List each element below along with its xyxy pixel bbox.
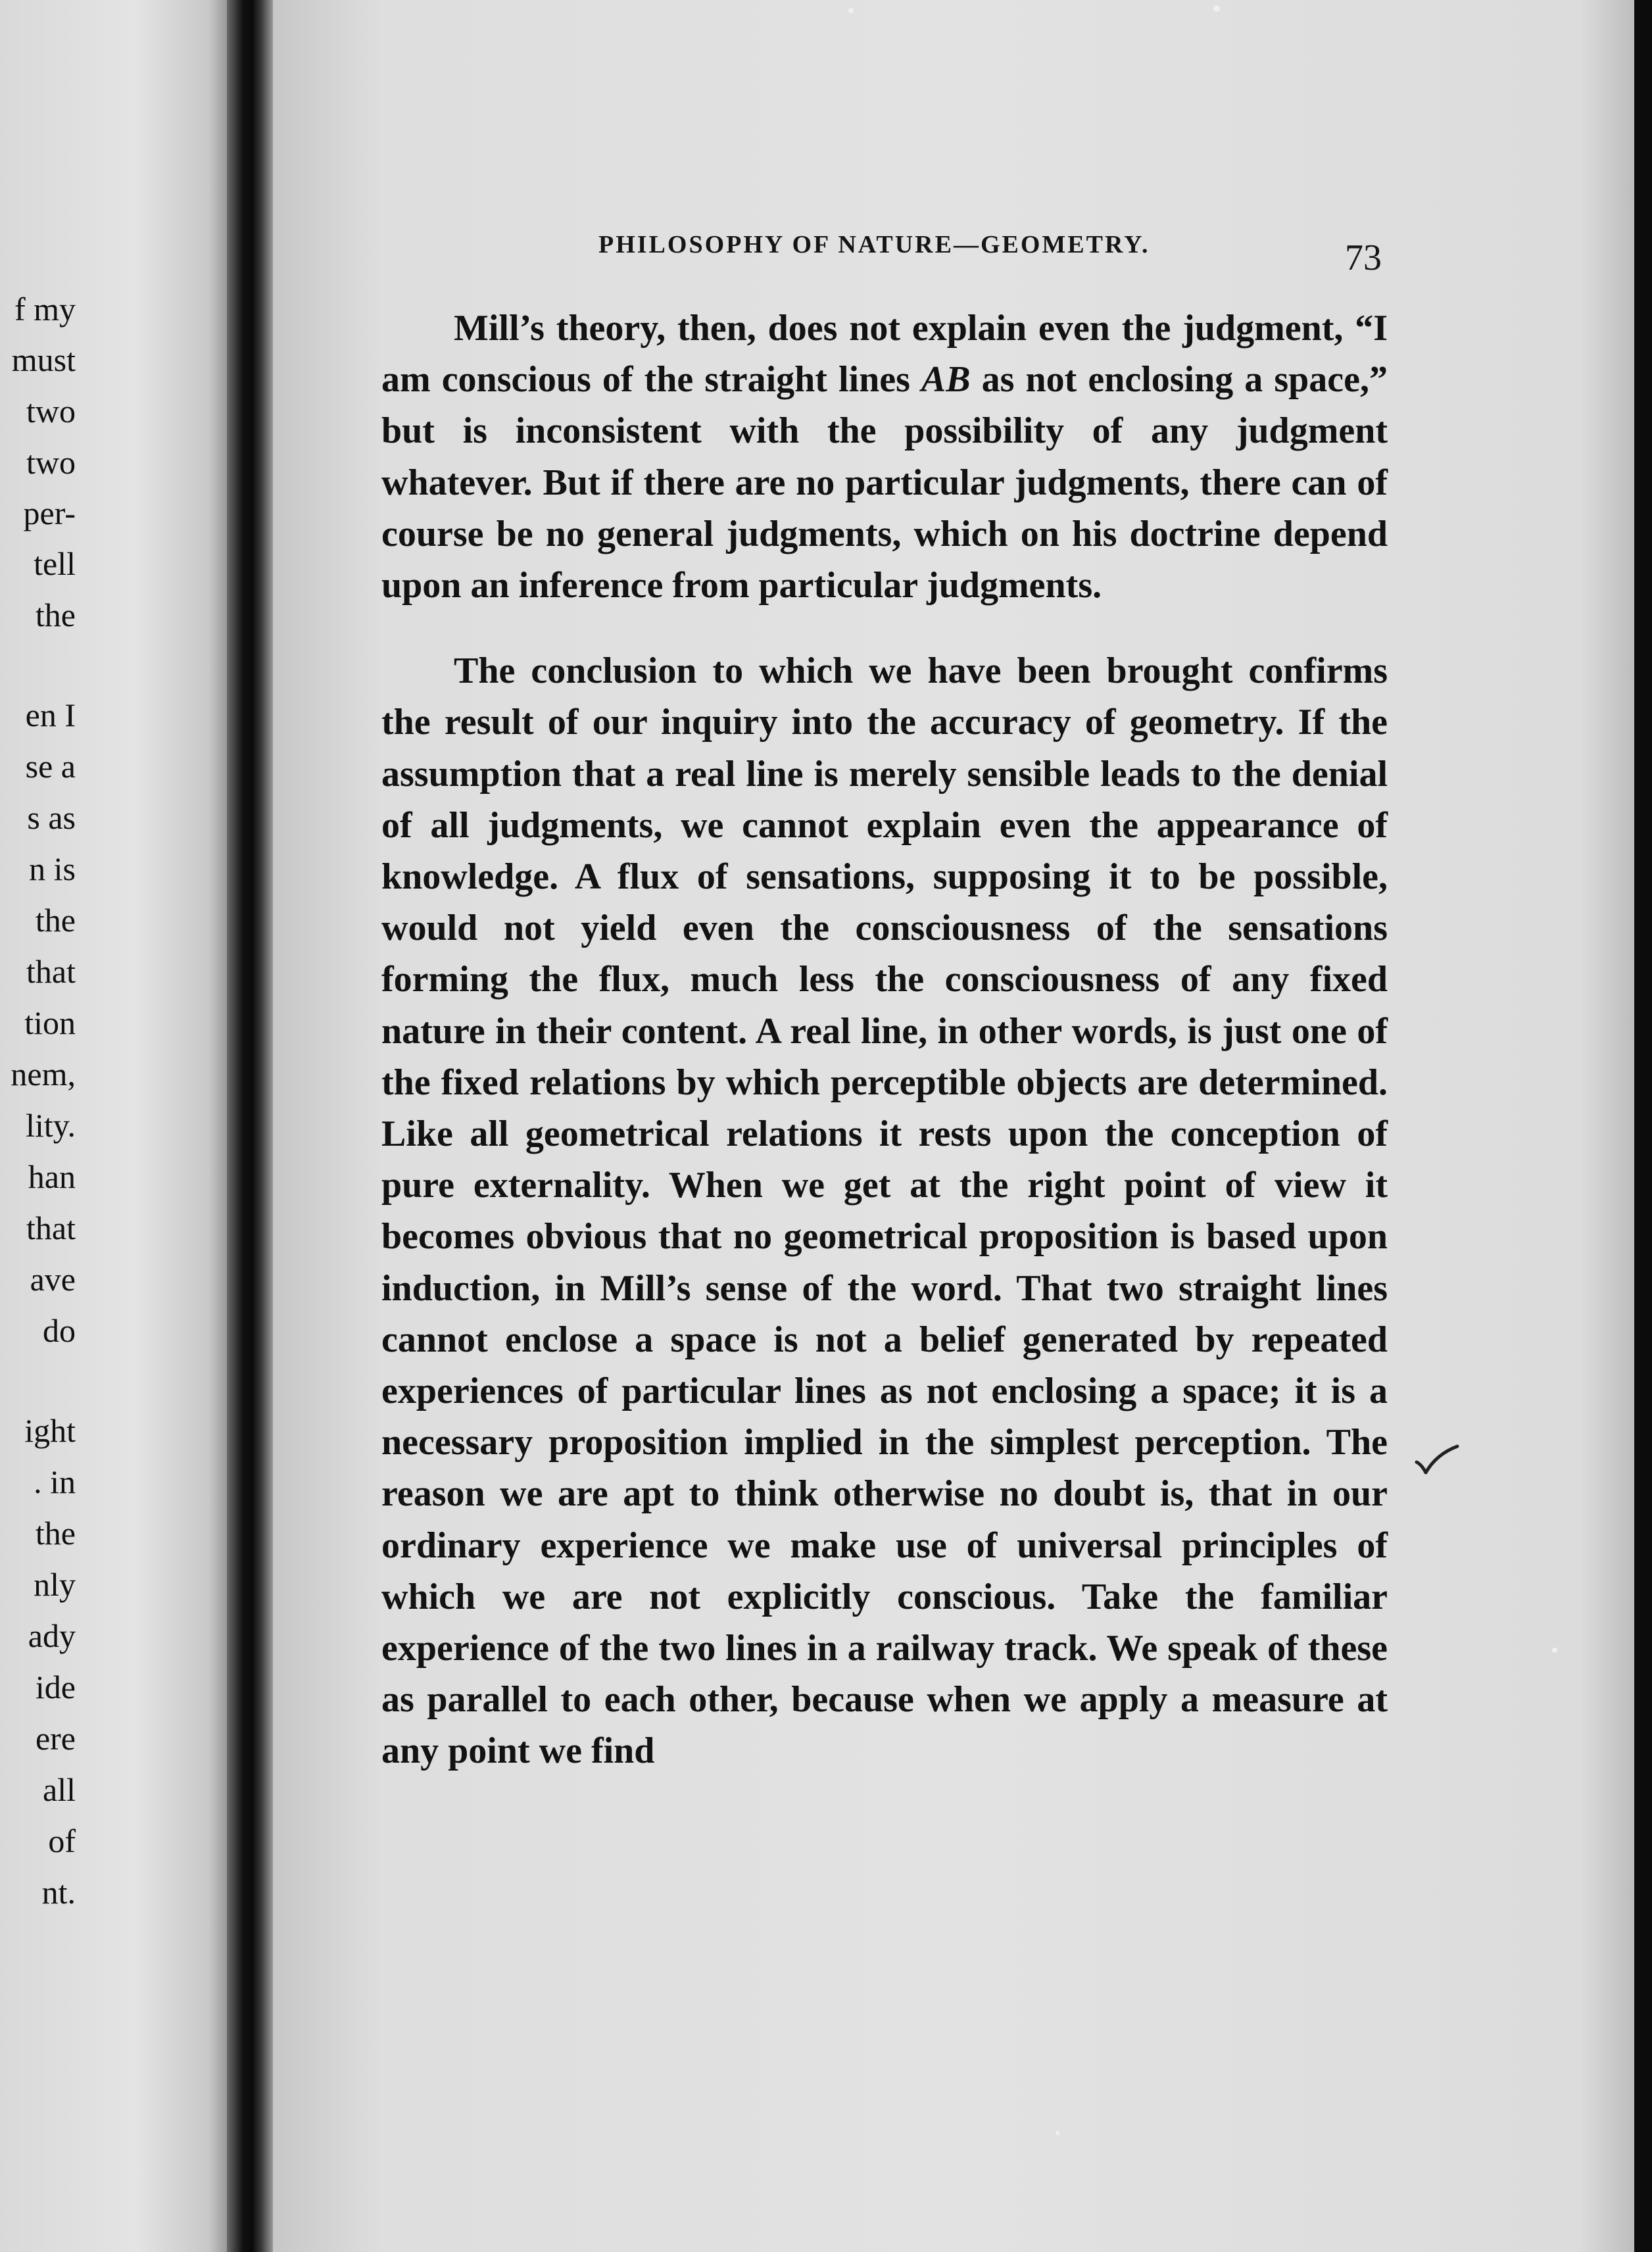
left-page-fragment: tion: [24, 1004, 76, 1041]
scan-speck: [1213, 5, 1220, 12]
left-page-fragment: per-: [23, 495, 76, 531]
left-page: [0, 0, 227, 2252]
page-number: 73: [1345, 237, 1382, 278]
left-page-fragment: the: [35, 597, 76, 633]
left-page-fragment: do: [43, 1312, 76, 1349]
body-text: [381, 303, 1388, 1777]
check-mark-icon: [1414, 1444, 1460, 1477]
scan-speck: [1552, 1648, 1557, 1653]
left-page-fragment: ave: [30, 1261, 76, 1298]
left-page-fragment: . in: [34, 1463, 76, 1500]
left-page-fragment: se a: [25, 748, 76, 785]
paragraph-1-italic: AB: [921, 359, 971, 401]
paragraph-1: [381, 303, 1388, 611]
left-page-fragment: ady: [28, 1617, 76, 1654]
left-page-fragment: en I: [25, 697, 76, 733]
left-page-fragment: that: [26, 1210, 76, 1246]
left-page-fragment: the: [35, 1515, 76, 1552]
scan-speck: [1056, 2131, 1059, 2135]
paragraph-2: The conclusion to which we have been brought confirms the result of our inquiry into the accuracy of geometry. If the assumption that a real line is merely sensible leads to the denial of all judgments, we cannot explain even the appearance of knowledge. A flux of sensations, supposing it to be possible, would not yield even the consciousness of the sensations forming the flux, much less the consciousness of any fixed nature in their content. A real line, in other words, is just one of the fixed relations by which perceptible objects are determined. Like all geometrical relations it rests upon the conception of pure externality. When we get at the right point of view it becomes obvious that no geometrical proposition is based upon induction, in Mill’s sense of the word. That two straight lines cannot enclose a space is not a belief generated by repeated experiences of particular lines as not enclosing a space; it is a necessary proposition implied in the simplest perception. The reason we are apt to think otherwise no doubt is, that in our ordinary experience we make use of universal principles of which we are not explicitly conscious. Take the familiar experience of the two lines in a railway track. We speak of these as parallel to each other, because when we apply a measure at any point we find: [381, 650, 1388, 1772]
left-page-fragment: lity.: [26, 1107, 76, 1144]
left-page-fragment: f my: [14, 291, 76, 328]
left-page-fragment: ere: [35, 1720, 76, 1757]
left-page-fragment: ide: [35, 1669, 76, 1705]
left-page-fragment: two: [26, 393, 76, 429]
left-page-fragment: s as: [27, 799, 76, 836]
left-page-fragment: nly: [34, 1566, 76, 1603]
left-page-fragment: n is: [29, 850, 76, 887]
paragraph-1-after: as not enclosing a space,” but is inconsistent with the possibility of any judgment whatever. But if there are no particular judgments, there can of course be no general judgments, which on his doctrine depend upon an inference from particular judgments.: [381, 359, 1388, 606]
left-page-fragment: the: [35, 902, 76, 939]
left-page-fragments: [0, 0, 227, 2252]
left-page-fragment: han: [28, 1158, 76, 1195]
left-page-fragment: tell: [34, 545, 76, 582]
left-page-fragment: two: [26, 444, 76, 481]
paragraph-1-before: Mill’s theory, then, does not explain even the judgment, “I am conscious of the straight lines: [381, 308, 1388, 401]
left-page-fragment: that: [26, 953, 76, 990]
book-gutter: [227, 0, 273, 2252]
left-page-fragment: nem,: [11, 1056, 76, 1092]
running-head: PHILOSOPHY OF NATURE—GEOMETRY.: [598, 231, 1150, 258]
left-page-fragment: of: [48, 1823, 76, 1859]
scan-speck: [848, 8, 854, 13]
left-page-fragment: ight: [24, 1412, 76, 1449]
left-page-fragment: nt.: [41, 1874, 76, 1911]
left-page-fragment: all: [43, 1771, 76, 1808]
left-page-fragment: must: [11, 341, 76, 378]
page-edge-shadow: [1634, 0, 1652, 2252]
